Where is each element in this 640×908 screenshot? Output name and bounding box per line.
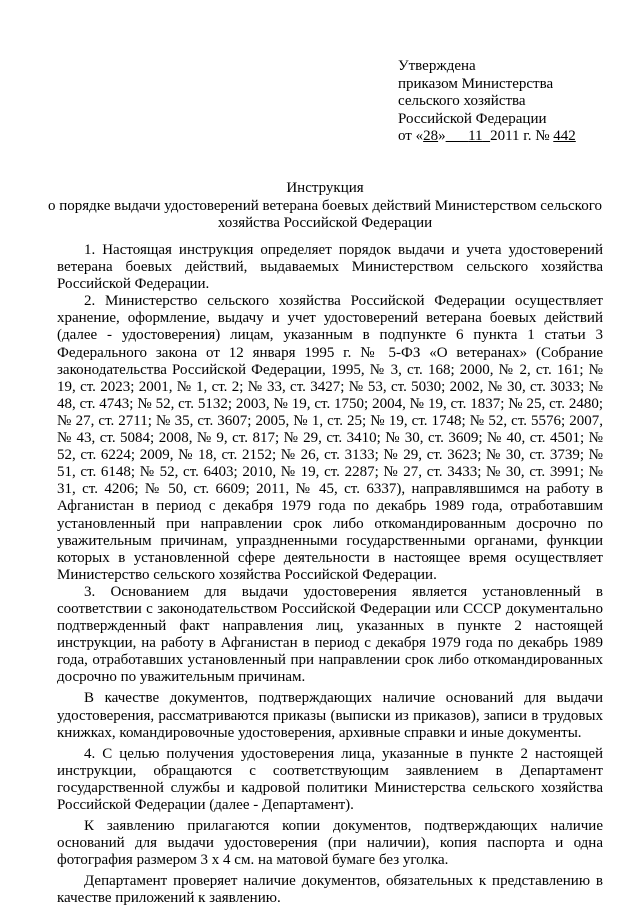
paragraph: 4. С целью получения удостоверения лица, указанные в пункте 2 настоящей инструкции, обращаются с соответствующим заявлением в Департамент государственной службы и кадровой политики Министерства сельского хозяйства Российской Федерации (далее - Департамент). (57, 745, 603, 813)
paragraph: Департамент проверяет наличие документов, обязательных к представлению в качестве приложений к заявлению. (57, 873, 603, 907)
paragraph: К заявлению прилагаются копии документов, подтверждающих наличие оснований для выдачи удостоверения (при наличии), копия паспорта и одна фотография размером 3 x 4 см. на матовой бумаге без уголка. (57, 818, 603, 869)
order-number: 442 (553, 128, 576, 144)
title-heading: Инструкция (286, 180, 364, 196)
document-body (57, 242, 603, 908)
order-day: 28 (423, 128, 439, 144)
order-month: 11 (468, 128, 483, 144)
paragraph: В качестве документов, подтверждающих наличие оснований для выдачи удостоверения, рассматриваются приказы (выписки из приказов), записи в трудовых книжках, командировочные удостоверения, архивные справки и иные документы. (57, 690, 603, 741)
paragraph: 3. Основанием для выдачи удостоверения является установленный в соответствии с законодательством Российской Федерации или СССР документально подтвержденный факт направления лиц, указанных в пункте 2 настоящей инструкции, на работу в Афганистан в период с декабря 1979 года по декабрь 1989 года, отработавших установленный при направлении срок либо откомандированных досрочно по уважительным причинам. (57, 583, 603, 686)
approval-line: Утверждена (398, 58, 476, 74)
approval-line: сельского хозяйства (398, 93, 526, 109)
approval-block (398, 58, 618, 146)
date-prefix: от « (398, 128, 424, 144)
order-year: 2011 г. № (490, 128, 550, 144)
paragraph: 2. Министерство сельского хозяйства Российской Федерации осуществляет хранение, оформление, выдачу и учет удостоверений ветерана боевых действий (далее - удостоверения) лицам, указанным в подпункте 6 пункта 1 статьи 3 Федерального закона от 12 января 1995 г. № 5-ФЗ «О ветеранах» (Собрание законодательства Российской Федерации, 1995, № 3, ст. 168; 2000, № 2, ст. 161; № 19, ст. 2023; 2001, № 1, ст. 2; № 33, ст. 3427; № 53, ст. 5030; 2002, № 30, ст. 3033; № 48, ст. 4743; № 52, ст. 5132; 2003, № 19, ст. 1750; 2004, № 19, ст. 1837; № 25, ст. 2480; № 27, ст. 2711; № 35, ст. 3607; 2005, № 1, ст. 25; № 19, ст. 1748; № 52, ст. 5576; 2007, № 43, ст. 5084; 2008, № 9, ст. 817; № 29, ст. 3410; № 30, ст. 3609; № 40, ст. 4501; № 52, ст. 6224; 2009, № 18, ст. 2152; № 26, ст. 3133; № 29, ст. 3623; № 30, ст. 3739; № 51, ст. 6148; № 52, ст. 6403; 2010, № 19, ст. 2287; № 27, ст. 3433; № 30, ст. 3991; № 31, ст. 4206; № 50, ст. 6609; 2011, № 45, ст. 6337), направлявшимся на работу в Афганистан в период с декабря 1979 года по декабрь 1989 года, отработавшим установленный при направлении срок либо откомандированным досрочно по уважительным причинам, упраздненными государственными органами, функции которых в установленной сфере деятельности в настоящее время осуществляет Министерство сельского хозяйства Российской Федерации. (57, 293, 603, 583)
title-subtitle: о порядке выдачи удостоверений ветерана боевых действий Министерством сельского хозяйства Российской Федерации (47, 197, 602, 231)
document-title (30, 180, 620, 233)
approval-date-line (398, 128, 618, 146)
approval-line: Российской Федерации (398, 110, 547, 127)
approval-line: приказом Министерства (398, 75, 554, 92)
paragraph: 1. Настоящая инструкция определяет порядок выдачи и учета удостоверений ветерана боевых действий, выдаваемых Министерством сельского хозяйства Российской Федерации. (57, 242, 603, 293)
date-quote: » (438, 128, 446, 144)
